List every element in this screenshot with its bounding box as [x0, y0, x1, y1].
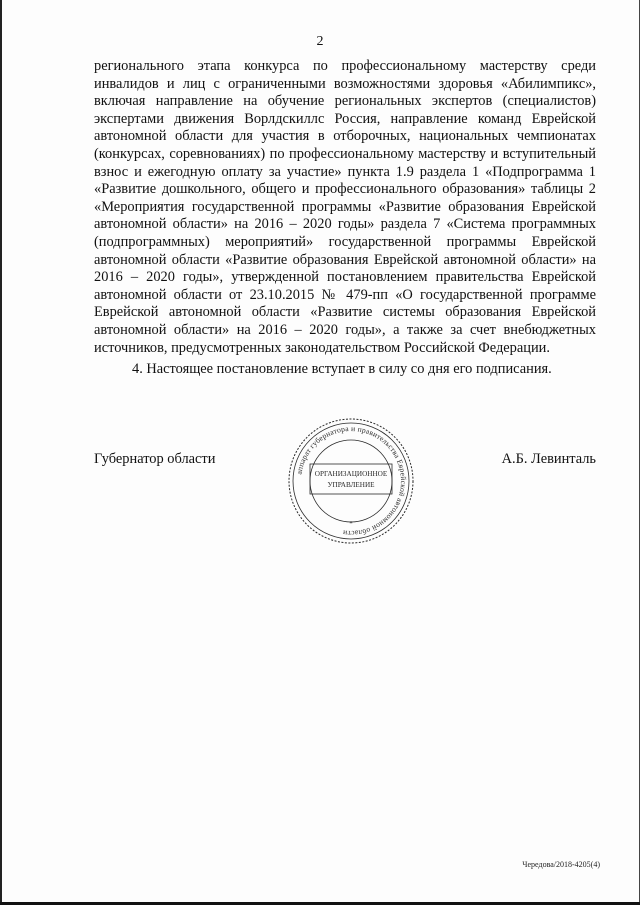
stamp-ring-text: аппарат губернатора и правительства Еврейской автономной области: [294, 423, 409, 539]
signer-name: А.Б. Левинталь: [501, 451, 596, 467]
stamp-graphic: [286, 416, 416, 546]
paragraph-4: 4. Настоящее постановление вступает в силу со дня его подписания.: [132, 361, 552, 378]
official-stamp: [286, 416, 416, 546]
paragraph-continuation: регионального этапа конкурса по профессиональному мастерству среди инвалидов и лиц с ограниченными возможностями здоровья «Абилимпикс», включая направление на обучение региональных экспертов (специалистов) экспертами движения Ворлдскиллс Россия, направление команд Еврейской автономной области для участия в отборочных, национальных чемпионатах (конкурсах, соревнованиях) по профессиональному мастерству и вступительный взнос и ежегодную оплату за участие» пункта 1.9 раздела 1 «Подпрограмма 1 «Развитие дошкольного, общего и профессионального образования» таблицы 2 «Мероприятия государственной программы «Развитие образования Еврейской автономной области» на 2016 – 2020 годы» раздела 7 «Система программных (подпрограммных) мероприятий» государственной программы Еврейской автономной области «Развитие образования Еврейской автономной области» на 2016 – 2020 годы», утвержденной постановлением правительства Еврейской автономной области от 23.10.2015 № 479-пп «О государственной программе Еврейской автономной области «Развитие системы образования Еврейской автономной области» на 2016 – 2020 годы», а также за счет внебюджетных источников, предусмотренных законодательством Российской Федерации.: [94, 58, 596, 356]
scan-edge-left: [0, 0, 2, 905]
document-body: [94, 58, 596, 379]
stamp-star-icon: *: [349, 520, 353, 528]
signer-title: Губернатор области: [94, 451, 216, 467]
stamp-center-line1: ОРГАНИЗАЦИОННОЕ: [314, 470, 388, 478]
stamp-center-line2: УПРАВЛЕНИЕ: [327, 481, 375, 489]
footer-reference: Чередова/2018-4205(4): [522, 860, 600, 869]
page-number: 2: [316, 34, 324, 49]
